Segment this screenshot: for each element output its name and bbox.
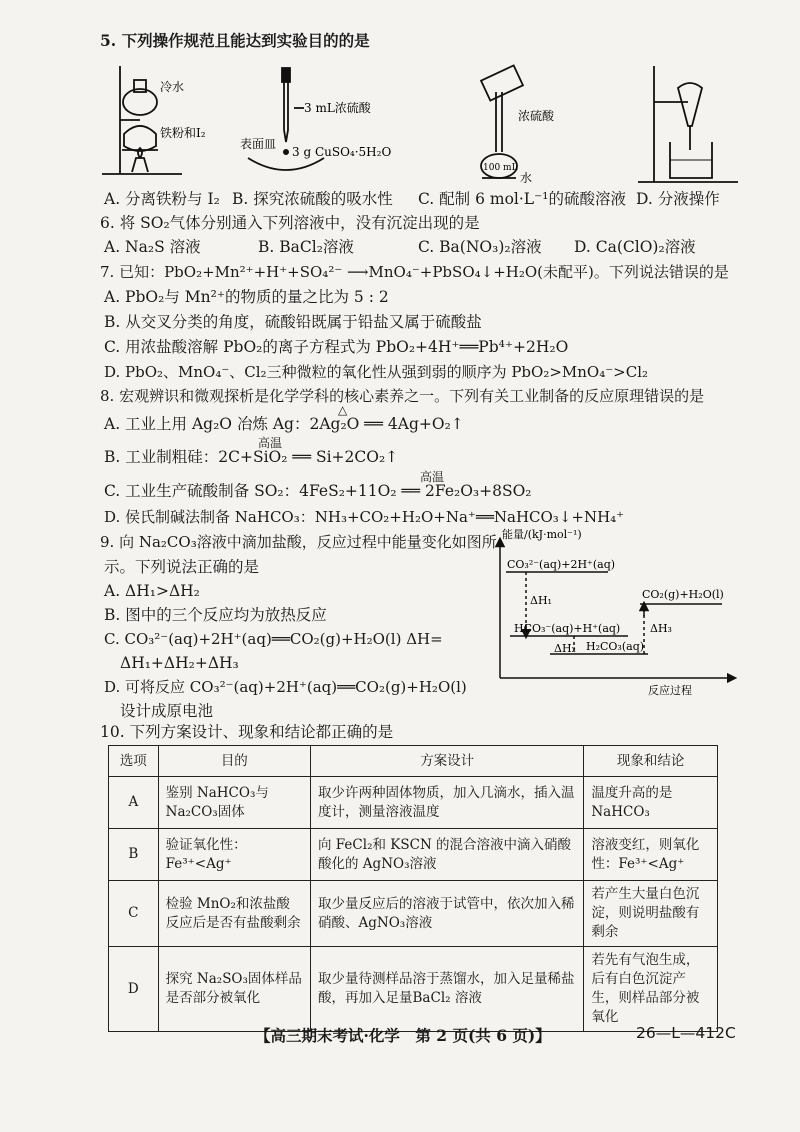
q9-option-c-line2: ΔH₁+ΔH₂+ΔH₃ (120, 654, 239, 672)
row-b-purpose: 验证氧化性：Fe³⁺<Ag⁺ (158, 829, 310, 881)
row-d-design: 取少量待测样品溶于蒸馏水，加入足量稀盐酸，再加入足量BaCl₂ 溶液 (311, 947, 584, 1032)
apparatus-c (481, 65, 523, 178)
q9-option-b: B. 图中的三个反应均为放热反应 (104, 606, 327, 624)
q5-apparatus-figure (98, 62, 738, 187)
diagram-x-axis-label: 反应过程 (648, 684, 692, 697)
q8-option-d: D. 侯氏制碱法制备 NaHCO₃：NH₃+CO₂+H₂O+Na⁺══NaHCO₃↓+NH₄⁺ (104, 508, 625, 526)
q6-option-a: A. Na₂S 溶液 (104, 238, 201, 256)
q7-option-b: B. 从交叉分类的角度，硫酸铅既属于铅盐又属于硫酸盐 (104, 313, 482, 331)
q7-option-d: D. PbO₂、MnO₄⁻、Cl₂三种微粒的氧化性从强到弱的顺序为 PbO₂>MnO₄⁻>Cl₂ (104, 363, 649, 381)
apparatus-d (638, 66, 738, 182)
q6-option-d: D. Ca(ClO)₂溶液 (574, 238, 696, 256)
q8-c-condition: 高温 (420, 470, 445, 484)
q5-option-b: B. 探究浓硫酸的吸水性 (232, 190, 393, 208)
row-d-purpose: 探究 Na₂SO₃固体样品是否部分被氧化 (158, 947, 310, 1032)
table-row (109, 829, 718, 881)
page-footer: 【高三期末考试·化学 第 2 页(共 6 页)】 (255, 1026, 551, 1045)
q6-option-b: B. BaCl₂溶液 (258, 238, 354, 256)
label-iron-iodine: 铁粉和I₂ (160, 126, 206, 140)
row-d-option: D (109, 947, 159, 1032)
row-a-option: A (109, 777, 159, 829)
label-flask-volume: 100 mL (483, 163, 518, 173)
q10-stem: 10. 下列方案设计、现象和结论都正确的是 (100, 723, 394, 741)
q9-option-d-line1: D. 可将反应 CO₃²⁻(aq)+2H⁺(aq)══CO₂(g)+H₂O(l) (104, 678, 467, 696)
label-cuso4: 3 g CuSO₄·5H₂O (292, 145, 392, 159)
row-b-option: B (109, 829, 159, 881)
label-conc-h2so4: 浓硫酸 (518, 109, 555, 123)
table-row (109, 881, 718, 947)
q8-a-condition: △ (338, 403, 348, 417)
q9-option-a: A. ΔH₁>ΔH₂ (104, 582, 200, 600)
q5-stem: 5. 下列操作规范且能达到实验目的的是 (100, 31, 370, 50)
q9-energy-diagram (490, 528, 740, 700)
q7-option-a: A. PbO₂与 Mn²⁺的物质的量之比为 5 : 2 (104, 288, 389, 306)
label-conc-acid: 3 mL浓硫酸 (304, 101, 371, 115)
q6-option-c: C. Ba(NO₃)₂溶液 (418, 238, 542, 256)
q8-b-condition: 高温 (258, 436, 283, 450)
row-c-result: 若产生大量白色沉淀，则说明盐酸有剩余 (584, 881, 718, 947)
row-a-purpose: 鉴别 NaHCO₃与 Na₂CO₃固体 (158, 777, 310, 829)
q7-stem: 7. 已知：PbO₂+Mn²⁺+H⁺+SO₄²⁻ ⟶MnO₄⁻+PbSO₄↓+H₂O(未配平)。下列说法错误的是 (100, 263, 729, 281)
table-header-row (109, 746, 718, 777)
row-d-result: 若先有气泡生成，后有白色沉淀产生，则样品部分被氧化 (584, 947, 718, 1032)
row-c-design: 取少量反应后的溶液于试管中，依次加入稀硝酸、AgNO₃溶液 (311, 881, 584, 947)
label-dh3: ΔH₃ (650, 622, 672, 635)
table-row (109, 947, 718, 1032)
q9-option-c-line1: C. CO₃²⁻(aq)+2H⁺(aq)══CO₂(g)+H₂O(l) ΔH= (104, 630, 443, 648)
q8-option-a: A. 工业上用 Ag₂O 冶炼 Ag：2Ag₂O ══ 4Ag+O₂↑ (104, 415, 464, 433)
q6-stem: 6. 将 SO₂气体分别通入下列溶液中，没有沉淀出现的是 (100, 214, 480, 232)
q9-stem-line2: 示。下列说法正确的是 (104, 558, 260, 576)
level-co2-h2o: CO₂(g)+H₂O(l) (642, 588, 724, 601)
row-b-result: 溶液变红，则氧化性：Fe³⁺<Ag⁺ (584, 829, 718, 881)
q8-option-c: C. 工业生产硫酸制备 SO₂：4FeS₂+11O₂ ══ 2Fe₂O₃+8SO₂ (104, 482, 532, 500)
diagram-y-axis-label: 能量/(kJ·mol⁻¹) (502, 528, 582, 541)
row-c-option: C (109, 881, 159, 947)
level-hco3-h: HCO₃⁻(aq)+H⁺(aq) (514, 622, 621, 635)
label-cold-water: 冷水 (160, 80, 185, 94)
q7-option-c: C. 用浓盐酸溶解 PbO₂的离子方程式为 PbO₂+4H⁺══Pb⁴⁺+2H₂O (104, 338, 569, 356)
level-h2co3: H₂CO₃(aq) (586, 640, 645, 653)
label-watch-glass: 表面皿 (240, 137, 277, 151)
level-co3-h: CO₃²⁻(aq)+2H⁺(aq) (507, 558, 616, 571)
q8-option-b: B. 工业制粗硅：2C+SiO₂ ══ Si+2CO₂↑ (104, 448, 399, 466)
row-c-purpose: 检验 MnO₂和浓盐酸反应后是否有盐酸剩余 (158, 881, 310, 947)
label-water: 水 (520, 171, 533, 185)
row-a-design: 取少许两种固体物质，加入几滴水，插入温度计，测量溶液温度 (311, 777, 584, 829)
q9-option-d-line2: 设计成原电池 (120, 702, 214, 720)
header-purpose: 目的 (158, 746, 310, 777)
header-option: 选项 (109, 746, 159, 777)
row-a-result: 温度升高的是 NaHCO₃ (584, 777, 718, 829)
q5-option-c: C. 配制 6 mol·L⁻¹的硫酸溶液 (418, 190, 626, 208)
q9-stem-line1: 9. 向 Na₂CO₃溶液中滴加盐酸，反应过程中能量变化如图所 (100, 533, 497, 551)
q8-stem: 8. 宏观辨识和微观探析是化学学科的核心素养之一。下列有关工业制备的反应原理错误的是 (100, 387, 705, 405)
q10-table (108, 745, 718, 1032)
q5-option-d: D. 分液操作 (636, 190, 720, 208)
label-dh2: ΔH₂ (554, 642, 576, 655)
row-b-design: 向 FeCl₂和 KSCN 的混合溶液中滴入硝酸酸化的 AgNO₃溶液 (311, 829, 584, 881)
header-result: 现象和结论 (584, 746, 718, 777)
exam-code: 26—L—412C (636, 1024, 736, 1042)
q5-option-a: A. 分离铁粉与 I₂ (104, 190, 220, 208)
table-row (109, 777, 718, 829)
label-dh1: ΔH₁ (530, 594, 552, 607)
header-design: 方案设计 (311, 746, 584, 777)
